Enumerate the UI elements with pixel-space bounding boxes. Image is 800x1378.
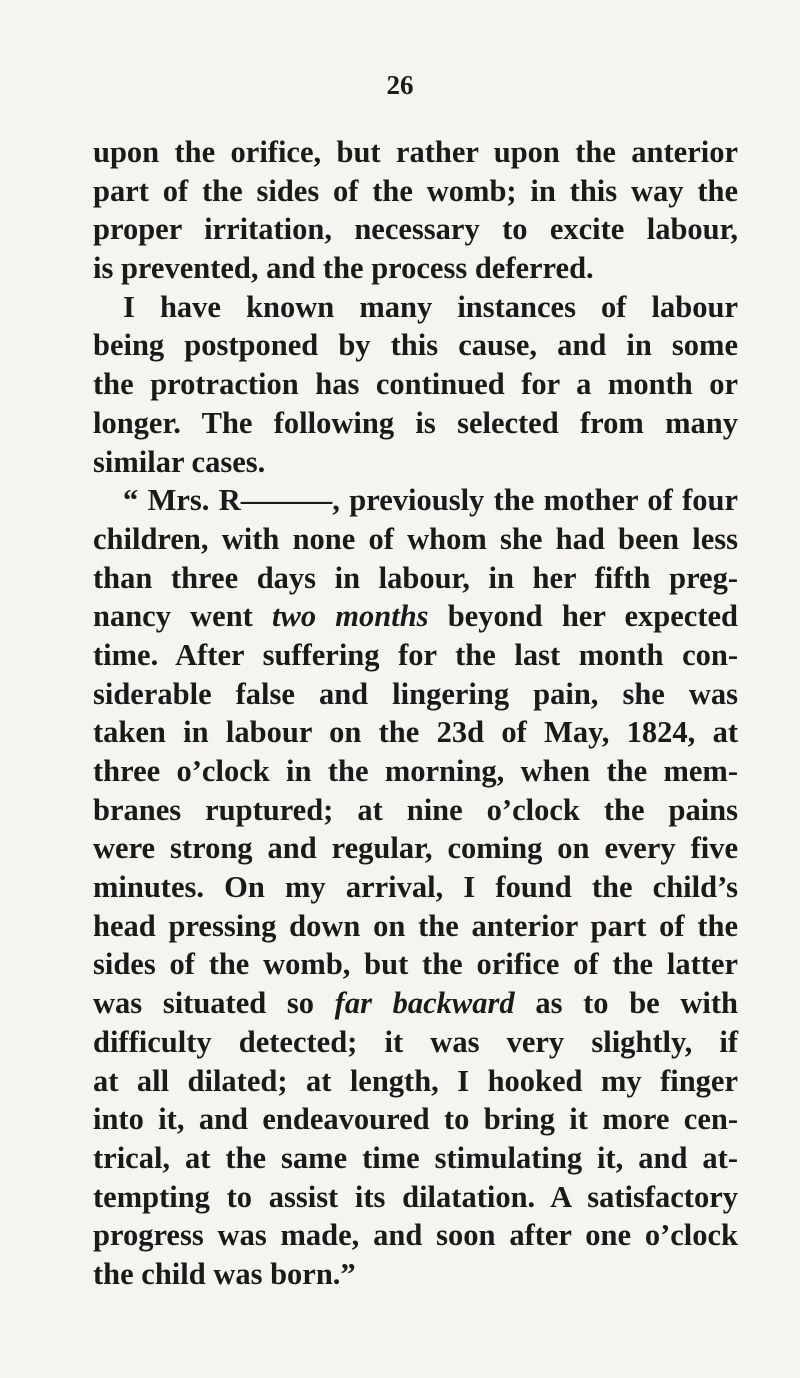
text-segment: than three days in labour, in her fifth preg- bbox=[93, 560, 738, 595]
text-line bbox=[93, 1100, 738, 1139]
text-segment: trical, at the same time stimulating it, and at- bbox=[93, 1140, 738, 1175]
text-line bbox=[93, 520, 738, 559]
text-segment: being postponed by this cause, and in some bbox=[93, 328, 738, 363]
text-segment: beyond her expected bbox=[428, 599, 738, 634]
text-segment: head pressing down on the anterior part of the bbox=[93, 908, 738, 943]
italic-emphasis: two months bbox=[272, 599, 429, 634]
text-segment: children, with none of whom she had been less bbox=[93, 521, 738, 556]
text-segment: upon the orifice, but rather upon the anterior bbox=[93, 135, 738, 169]
text-line bbox=[93, 133, 738, 172]
text-line bbox=[93, 597, 738, 636]
text-line bbox=[93, 1178, 738, 1217]
text-segment: the child was born.” bbox=[93, 1256, 356, 1291]
text-segment: taken in labour on the 23d of May, 1824, at bbox=[93, 715, 738, 750]
text-segment: longer. The following is selected from many bbox=[93, 405, 738, 440]
text-line bbox=[93, 1255, 738, 1294]
text-line bbox=[93, 249, 738, 288]
text-line bbox=[93, 907, 738, 946]
text-line bbox=[93, 636, 738, 675]
text-line bbox=[93, 1023, 738, 1062]
text-segment: nancy went bbox=[93, 599, 273, 634]
text-line bbox=[93, 675, 738, 714]
text-line bbox=[93, 210, 738, 249]
text-line bbox=[93, 288, 738, 327]
text-line bbox=[93, 365, 738, 404]
text-segment: were strong and regular, coming on every five bbox=[93, 831, 738, 866]
text-segment: siderable false and lingering pain, she was bbox=[93, 676, 738, 711]
text-segment: the protraction has continued for a month or bbox=[93, 367, 738, 402]
text-line bbox=[93, 1216, 738, 1255]
text-line bbox=[93, 559, 738, 598]
text-segment: as to be with bbox=[514, 986, 738, 1021]
text-line bbox=[93, 791, 738, 830]
text-line bbox=[93, 829, 738, 868]
text-line bbox=[93, 172, 738, 211]
text-line bbox=[93, 443, 738, 482]
text-segment: progress was made, and soon after one o’clock bbox=[93, 1218, 738, 1253]
text-segment: minutes. On my arrival, I found the child’s bbox=[93, 870, 738, 905]
text-segment: tempting to assist its dilatation. A satisfactory bbox=[93, 1179, 738, 1214]
text-line bbox=[93, 984, 738, 1023]
text-segment: difficulty detected; it was very slightly, if bbox=[93, 1024, 738, 1059]
page-number: 26 bbox=[386, 70, 414, 100]
text-segment: is prevented, and the process deferred. bbox=[93, 251, 594, 286]
text-segment: part of the sides of the womb; in this way the bbox=[93, 173, 738, 208]
text-segment: similar cases. bbox=[93, 444, 266, 479]
italic-emphasis: far backward bbox=[334, 986, 515, 1021]
text-segment: into it, and endeavoured to bring it more cen- bbox=[93, 1102, 738, 1137]
text-line bbox=[93, 326, 738, 365]
text-segment: at all dilated; at length, I hooked my finger bbox=[93, 1063, 738, 1098]
text-segment: branes ruptured; at nine o’clock the pains bbox=[93, 792, 738, 827]
text-segment: three o’clock in the morning, when the mem- bbox=[93, 754, 738, 788]
text-segment: “ Mrs. R———, previously the mother of four bbox=[123, 483, 738, 518]
text-line bbox=[93, 481, 738, 520]
text-line bbox=[93, 752, 738, 791]
body-text bbox=[93, 133, 738, 1294]
text-line bbox=[93, 868, 738, 907]
text-segment: sides of the womb, but the orifice of the latter bbox=[93, 947, 738, 982]
text-line bbox=[93, 1062, 738, 1101]
text-line bbox=[93, 404, 738, 443]
text-segment: time. After suffering for the last month con- bbox=[93, 637, 738, 672]
text-line bbox=[93, 1139, 738, 1178]
text-segment: was situated so bbox=[93, 986, 335, 1021]
text-segment: proper irritation, necessary to excite labour, bbox=[93, 212, 738, 247]
text-line bbox=[93, 713, 738, 752]
text-line bbox=[93, 945, 738, 984]
text-segment: I have known many instances of labour bbox=[123, 289, 738, 324]
